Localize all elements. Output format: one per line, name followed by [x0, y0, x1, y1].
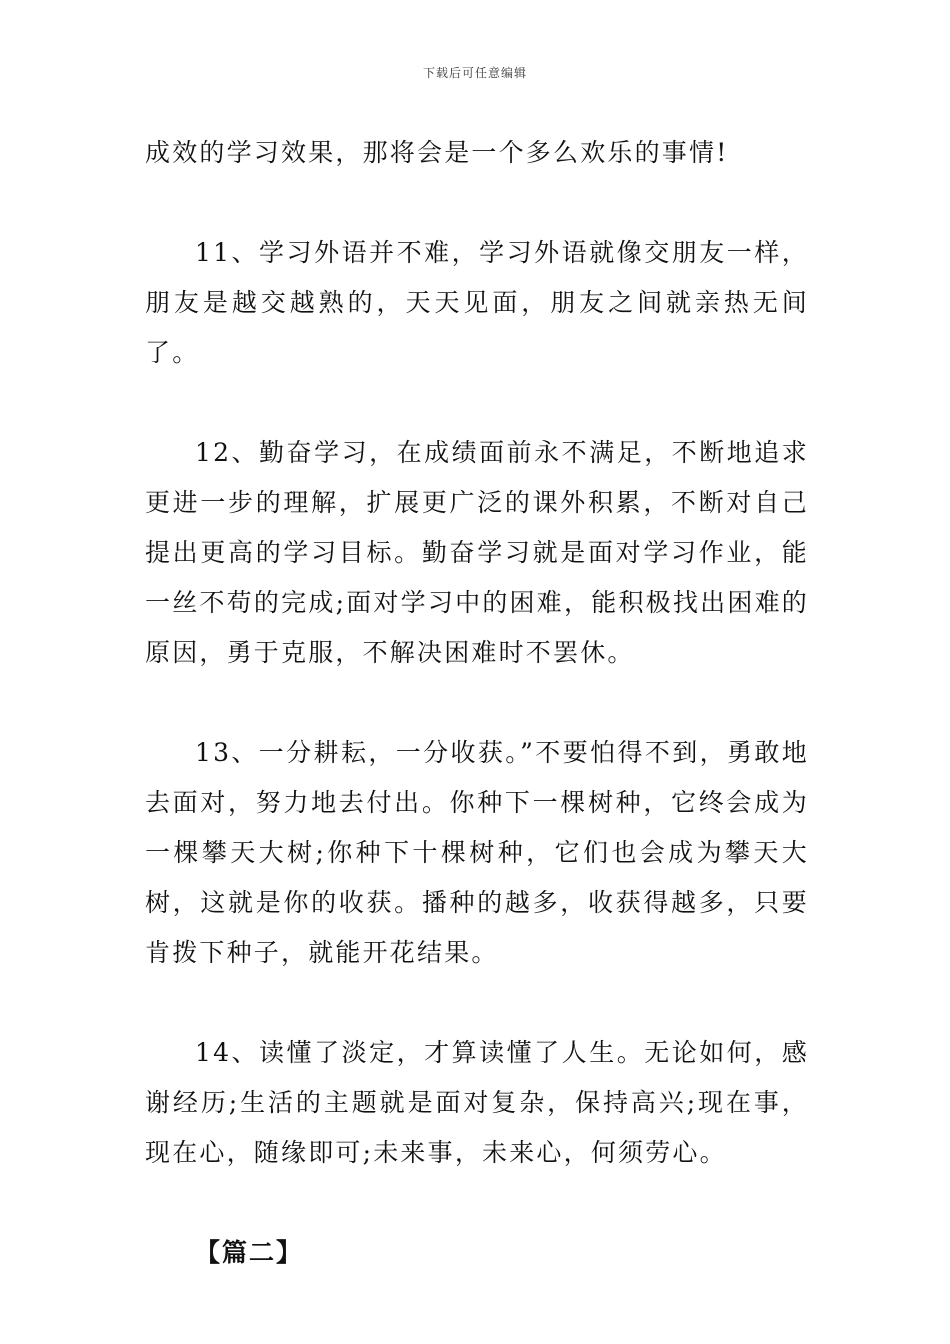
paragraph-gap: [145, 978, 809, 1028]
paragraph-gap: [145, 1178, 809, 1228]
paragraph-continuation: 成效的学习效果，那将会是一个多么欢乐的事情!: [145, 138, 729, 167]
paragraph-13: 13、一分耕耘，一分收获。”不要怕得不到，勇敢地去面对，努力地去付出。你种下一棵树种，它终会成为一棵攀天大树;你种下十棵树种，它们也会成为攀天大树，这就是你的收获。播种的越多，收获得越多，只要肯拨下种子，就能开花结果。: [145, 738, 809, 967]
paragraph-gap: [145, 378, 809, 428]
page-header-note: 下载后可任意编辑: [422, 66, 527, 80]
document-body: [145, 128, 809, 1278]
paragraph-11: 11、学习外语并不难，学习外语就像交朋友一样，朋友是越交越熟的，天天见面，朋友之间就亲热无间了。: [145, 238, 809, 367]
paragraph-14: 14、读懂了淡定，才算读懂了人生。无论如何，感谢经历;生活的主题就是面对复杂，保持高兴;现在事，现在心，随缘即可;未来事，未来心，何须劳心。: [145, 1038, 809, 1167]
paragraph-12: 12、勤奋学习，在成绩面前永不满足，不断地追求更进一步的理解，扩展更广泛的课外积累，不断对自己提出更高的学习目标。勤奋学习就是面对学习作业，能一丝不苟的完成;面对学习中的困难，能积极找出困难的原因，勇于克服，不解决困难时不罢休。: [145, 438, 809, 667]
paragraph-gap: [145, 178, 809, 228]
section-title: 【篇二】: [195, 1238, 304, 1267]
paragraph-gap: [145, 678, 809, 728]
